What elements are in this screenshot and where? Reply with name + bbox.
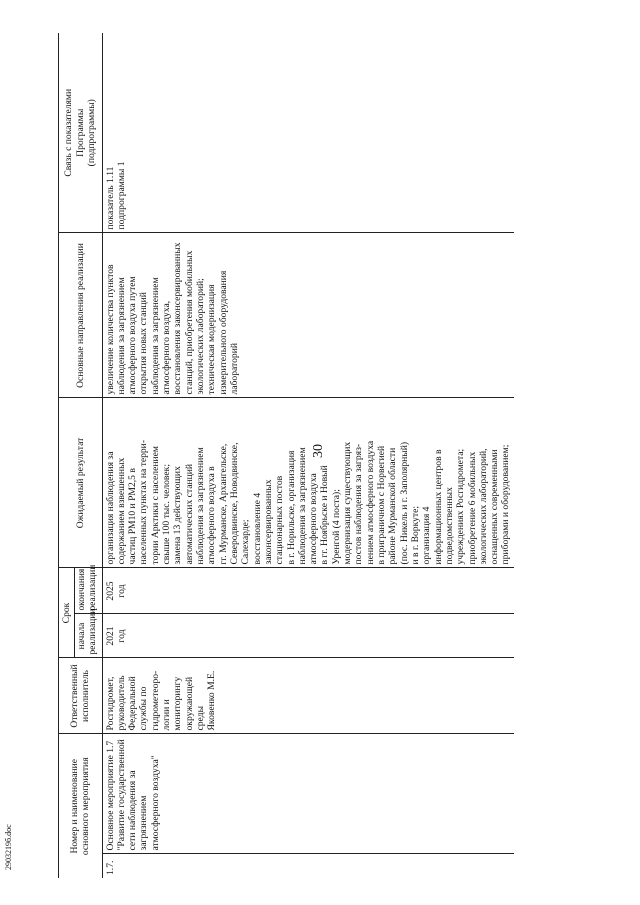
header-directions: Основные направления реализации xyxy=(59,233,103,398)
footer-filename: 2903219б.doc xyxy=(4,824,13,870)
row-end: 2025 год xyxy=(102,568,514,614)
row-name: Основное мероприятие 1.7 "Развитие государственной сети наблюдения за загрязнением атмосферного воздуха" xyxy=(102,734,514,854)
page-number: 30 xyxy=(311,444,326,458)
row-link: показатель 1.11 подпрограммы 1 xyxy=(102,33,514,233)
row-responsible: Росгидромет, руководитель Федеральной службы по гидрометеоро- логии и мониторингу окружающей среды Яковенко М.Е. xyxy=(102,658,514,734)
row-directions: увеличение количества пунктов наблюдения за загрязнением атмосферного воздуха путем открытия новых станций наблюдения за загрязнением атмосферного воздуха, восстановления законсервированных станций, приобретения мобильных экологических лабораторий; техническая модернизация измерительного оборудования лабораторий xyxy=(102,233,514,398)
table-row xyxy=(102,33,514,878)
header-responsible: Ответственный исполнитель xyxy=(59,658,103,734)
header-start: начала реализации xyxy=(75,614,102,658)
header-result: Ожидаемый результат xyxy=(59,398,103,568)
row-result: организация наблюдения за содержанием взвешенных частиц РМ10 и РМ2,5 в населенных пунктах на терри- тории Арктики с населением свыше 100 тыс. человек; замена 13 действующих автоматических станций наблюдения за загрязнением атмосферного воздуха в гг. Мурманске, Архангельске, Северодвинске, Новодвинске, Салехарде; восстановление 4 законсервированных стационарных постов в г. Норильске, организация наблюдения за загрязнением атмосферного воздуха в гг. Ноябрьске и Новый Уренгой (4 поста); модернизация существующих постов наблюдения за загряз- нением атмосферного воздуха в приграничном с Норвегией районе Мурманской области (пос. Никель и г. Заполярный) и в г. Воркуте; организация 4 информационных центров в подведомственных учреждениях Росгидромета; приобретение 6 мобильных экологических лабораторий, оснащенных современными приборами и оборудованием; xyxy=(102,398,514,568)
row-number: 1.7. xyxy=(102,854,514,878)
row-start: 2021 год xyxy=(102,614,514,658)
program-table xyxy=(58,33,514,878)
header-link: Связь с показателями Программы (подпрограммы) xyxy=(59,33,103,233)
header-end: окончания реализации xyxy=(75,568,102,614)
header-term: Срок xyxy=(59,568,75,658)
rotated-table-container xyxy=(58,33,608,878)
header-number-name: Номер и наименование основного мероприятия xyxy=(59,734,103,878)
